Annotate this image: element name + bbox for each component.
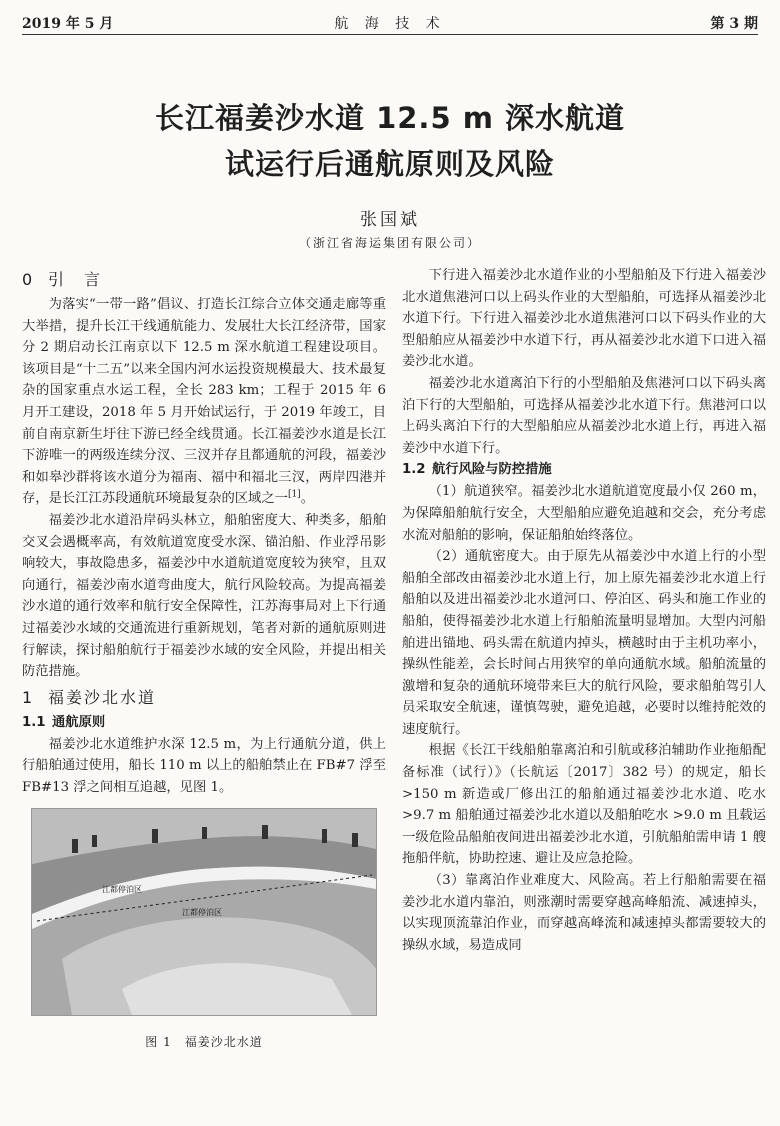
section-heading-intro: 0 引 言 <box>22 270 103 289</box>
running-header <box>22 10 758 35</box>
paragraph: 下行进入福姜沙北水道作业的小型船舶及下行进入福姜沙北水道焦港河口以上码头作业的大型船舶，可选择从福姜沙北水道下行。下行进入福姜沙北水道焦港河口以下码头作业的大型船舶应从福姜沙中水道下行，再从福姜沙北水道下口进入福姜沙北水道。 <box>402 268 766 370</box>
reference-mark: [1] <box>287 489 301 500</box>
figure-1 <box>22 808 386 1054</box>
header-issue: 第 3 期 <box>710 16 758 32</box>
paragraph: 根据《长江干线船舶靠离泊和引航或移泊辅助作业拖船配备标准（试行）》（长航运〔2017〕382 号）的规定，船长 >150 m 新造或厂修出江的船舶通过福姜沙北水道、吃水 >9.7 m 船舶通过福姜沙北水道以及船舶吃水 >9.0 m 且载运一级危险品船舶夜间进出福姜沙北水道，引航船舶需申请 1 艘拖船伴航，协助控速、避让及应急抢险。 <box>402 743 766 867</box>
section-heading-1: 1 福姜沙北水道 <box>22 687 157 707</box>
subsection-heading-1-2: 1.2 航行风险与防控措施 <box>402 462 552 478</box>
author: 张国斌 <box>360 210 420 230</box>
affiliation: （浙江省海运集团有限公司） <box>298 236 481 250</box>
map-label: 江都停泊区 <box>102 885 142 895</box>
header-journal: 航 海 技 术 <box>334 16 446 32</box>
header-date: 2019 年 5 月 <box>22 16 114 32</box>
paragraph: （3）靠离泊作业难度大、风险高。若上行船舶需要在福姜沙北水道内靠泊，则涨潮时需要穿越高峰船流、减速掉头，以实现顶流靠泊作业，而穿越高峰流和减速掉头都需要较大的操纵水域，易造成同 <box>402 873 766 953</box>
paragraph: 福姜沙北水道维护水深 12.5 m，为上行通航分道，供上行船舶通过使用，船长 110 m 以上的船舶禁止在 FB#7 浮至 FB#13 浮之间相互追越，见图 1。 <box>22 736 386 795</box>
title-line-2: 试运行后通航原则及风险 <box>224 147 555 181</box>
paragraph: （1）航道狭窄。福姜沙北水道航道宽度最小仅 260 m，为保障船舶航行安全，大型船舶应避免追越和交会，充分考虑水流对船舶的影响，保证船舶始终落位。 <box>402 484 766 543</box>
waterway-map-image <box>31 808 377 1016</box>
map-label: 江都停泊区 <box>182 908 222 918</box>
title-line-1: 长江福姜沙水道 12.5 m 深水航道 <box>154 101 626 135</box>
paragraph: 为落实“一带一路”倡议、打造长江综合立体交通走廊等重大举措，提升长江干线通航能力、发展壮大长江经济带，国家分 2 期启动长江南京以下 12.5 m 深水航道工程建设项目。该项目是“十二五”以来全国内河水运投资规模最大、技术最复杂的国家重点水运工程，全长 283 km；工程于 2015 年 6 月开工建设，2018 年 5 月开始试运行，于 2019 年竣工，目前自南京新生圩往下游已经全线贯通。长江福姜沙水道是长江下游唯一的两级连续分汊、三汊并存且都通航的河段，福姜沙和如皋沙群将该水道分为福南、福中和福北三汊，两岸四港并存，是长江江苏段通航环境最复杂的区域之一[1]。 <box>22 297 386 507</box>
title-block <box>0 95 780 251</box>
paragraph: 福姜沙北水道离泊下行的小型船舶及焦港河口以下码头离泊下行的大型船舶，可选择从福姜沙北水道下行。焦港河口以上码头离泊下行的大型船舶应从福姜沙北水道上行，再进入福姜沙中水道下行。 <box>402 375 766 456</box>
right-column <box>402 265 766 956</box>
paragraph: （2）通航密度大。由于原先从福姜沙中水道上行的小型船舶全部改由福姜沙北水道上行，加上原先福姜沙北水道上行船舶以及进出福姜沙北水道河口、停泊区、码头和施工作业的船舶，使得福姜沙北水道上行船舶流量明显增加。大型内河船舶进出锚地、码头需在航道内掉头，横越时由于主机功率小，操纵性能差，会长时间占用狭窄的单向通航水域。船舶流量的激增和复杂的通航环境带来巨大的航行风险，要求船舶驾引人员采取安全航速，谨慎驾驶，避免追越，必要时以维持舵效的速度航行。 <box>402 549 766 737</box>
figure-caption: 图 1 福姜沙北水道 <box>145 1035 263 1050</box>
paragraph: 福姜沙北水道沿岸码头林立，船舶密度大、种类多，船舶交叉会遇概率高，有效航道宽度受水深、锚泊船、作业浮吊影响较大，事故隐患多，福姜沙中水道航道宽度较为狭窄，且双向通行，福姜沙南水道弯曲度大，航行风险较高。为提高福姜沙水道的通行效率和航行安全保障性，江苏海事局对上下行通过福姜沙水域的交通流进行重新规划，笔者对新的通航原则进行解读，探讨船舶航行于福姜沙水域的安全风险，并提出相关防范措施。 <box>22 512 386 680</box>
subsection-heading-1-1: 1.1 通航原则 <box>22 714 106 730</box>
left-column <box>22 265 386 1054</box>
